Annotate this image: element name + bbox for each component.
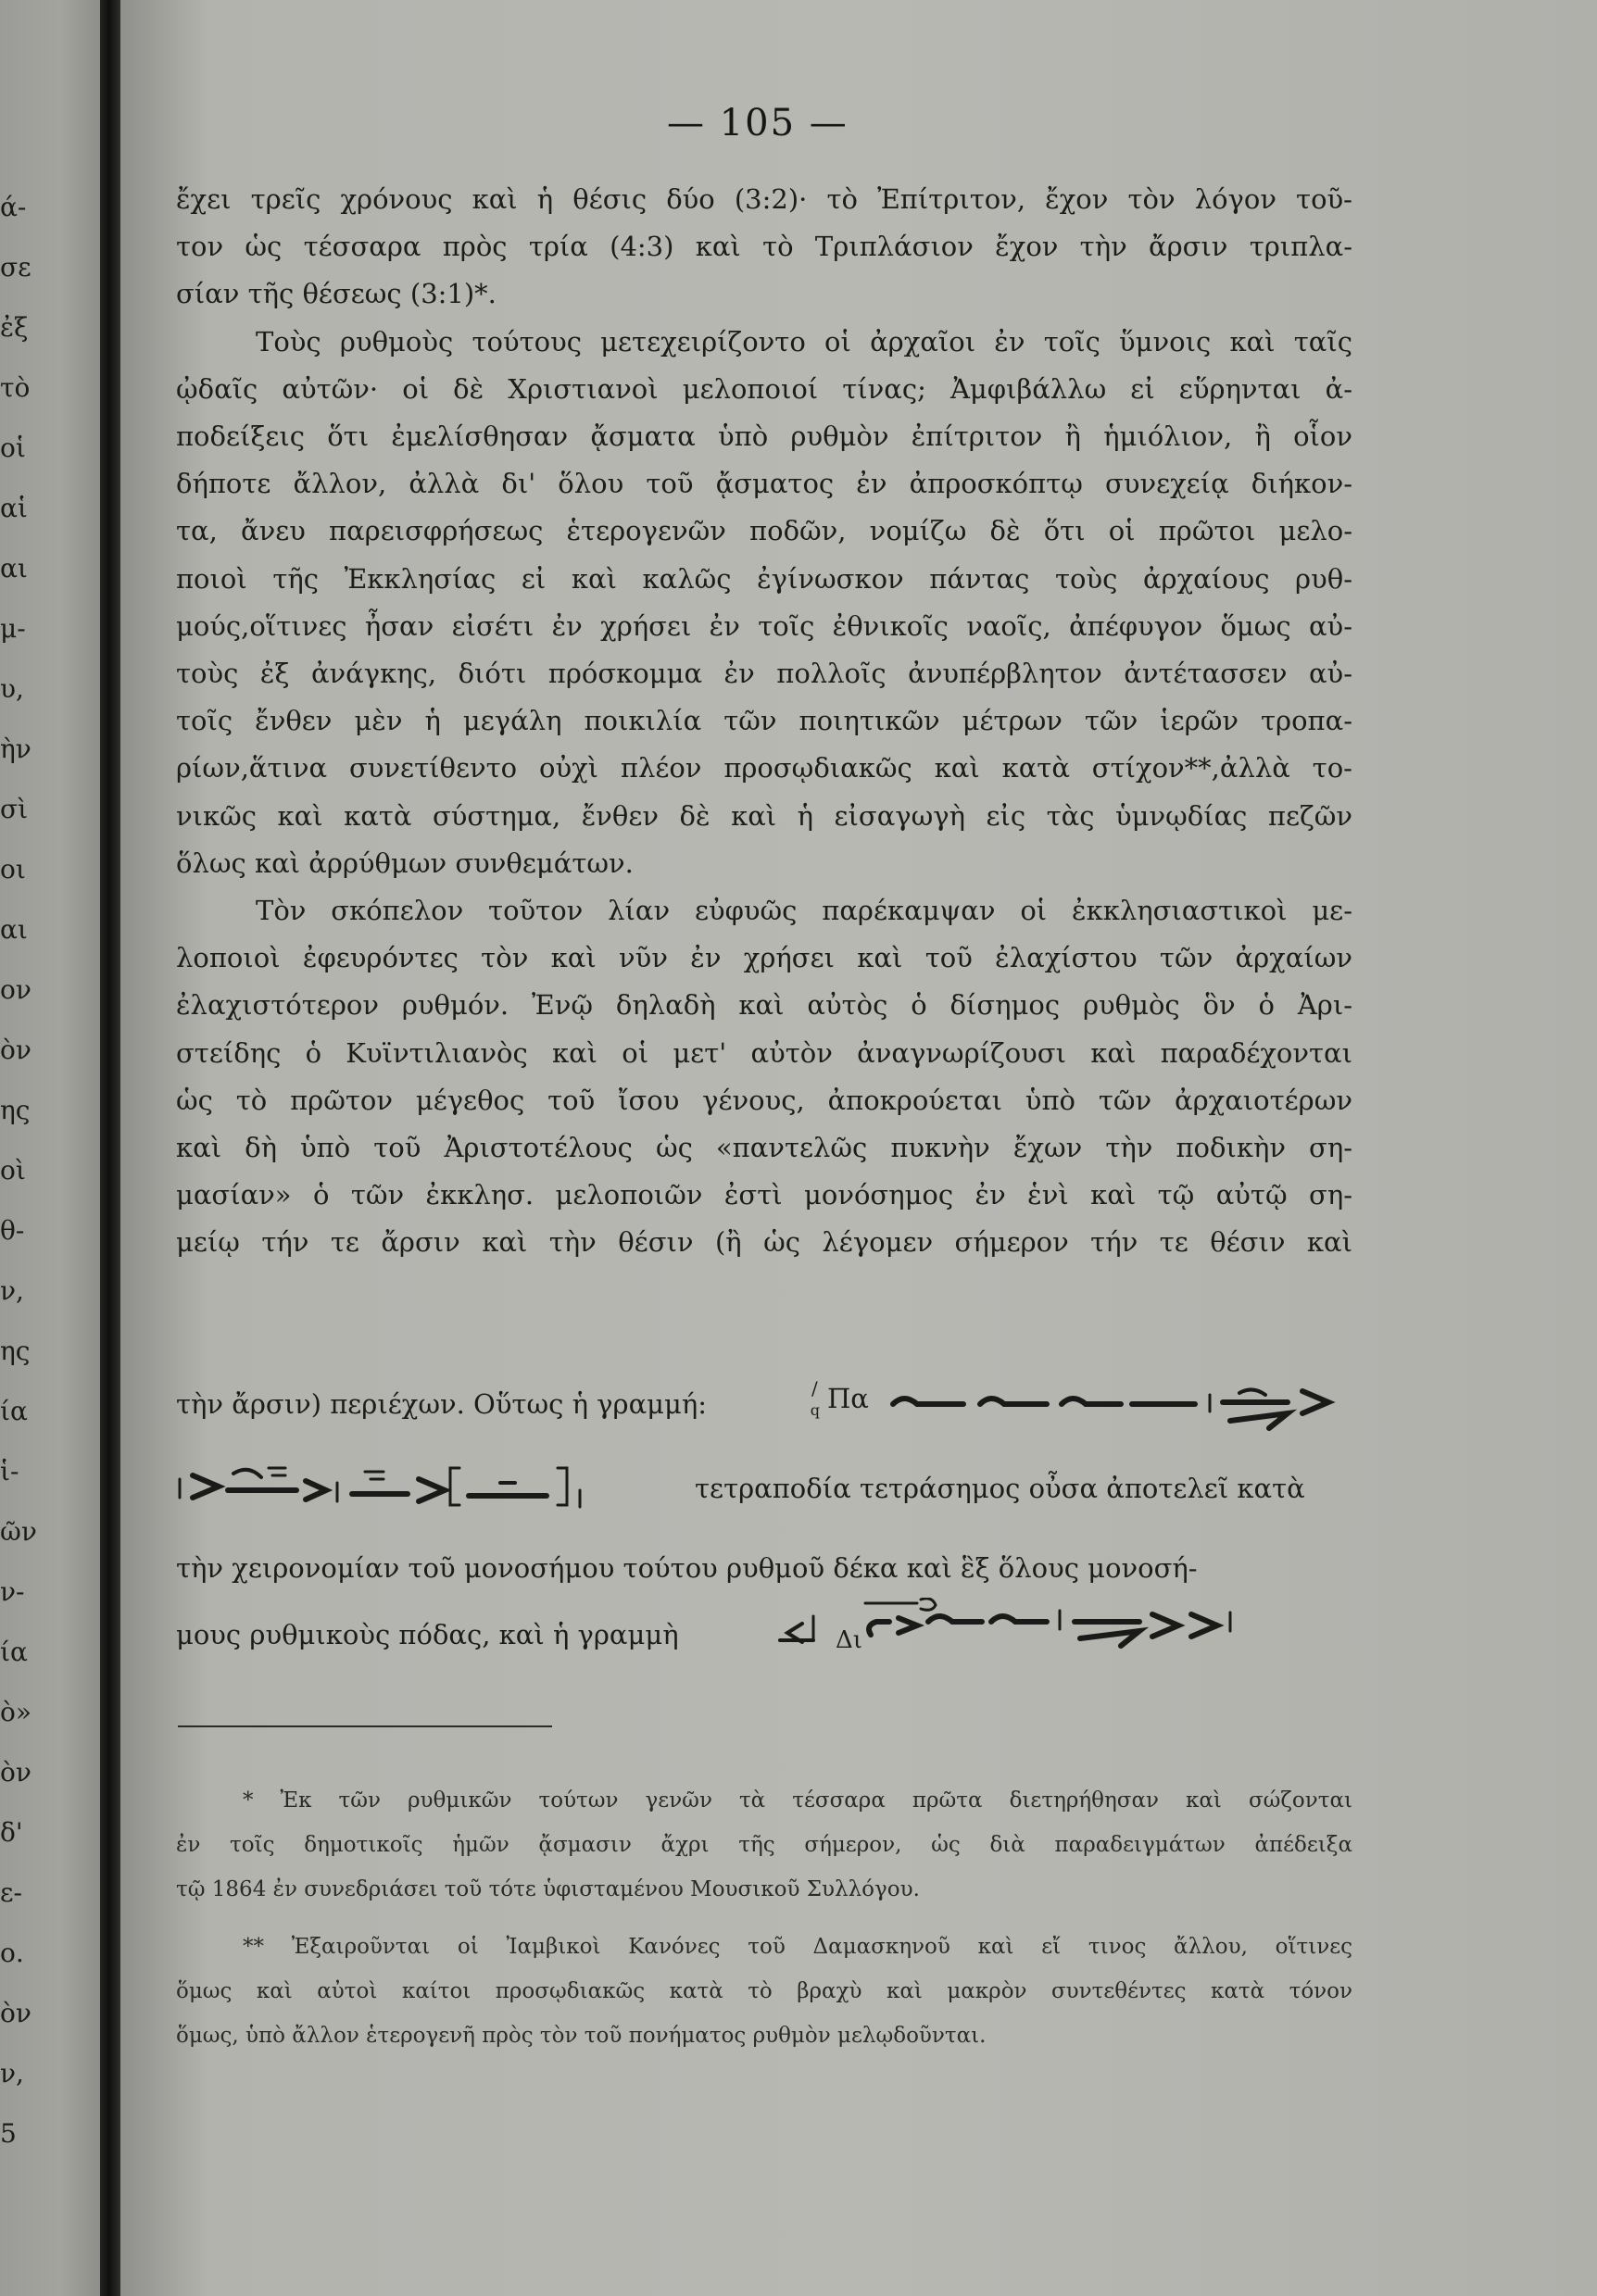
facing-page-fragment: ὸν <box>0 1999 31 2028</box>
facing-page-fragment: ης <box>0 1096 31 1125</box>
footnote-line: τῷ 1864 ἐν συνεδριάσει τοῦ τότε ὑφισταμένου Μουσικοῦ Συλλόγου. <box>176 1877 920 1901</box>
text-line: ἔχει τρεῖς χρόνους καὶ ἡ θέσις δύο (3:2)· τὸ Ἐπίτριτον, ἔχον τὸν λόγον τοῦ- <box>176 183 1352 215</box>
facing-page-fragment: ὸν <box>0 1758 31 1788</box>
facing-page-fragment: ῶν <box>0 1517 37 1547</box>
neume-sequence-1 <box>889 1384 1352 1436</box>
facing-page-fragment: ὴν <box>0 734 31 764</box>
text-line: ὡς τὸ πρῶτον μέγεθος τοῦ ἴσου γένους, ἀποκρούεται ὑπὸ τῶν ἀρχαιοτέρων <box>176 1085 1352 1116</box>
text-line: δήποτε ἄλλον, ἀλλὰ δι' ὅλου τοῦ ᾄσματος ἐν ἀπροσκόπτῳ συνεχείᾳ διήκον- <box>176 468 1352 499</box>
facing-page-fragment: αἱ <box>0 494 28 523</box>
facing-page-fragment: ν, <box>0 1276 24 1306</box>
facing-page-fragment: σὶ <box>0 795 29 824</box>
neume-line-1-text: τὴν ἄρσιν) περιέχων. Οὕτως ἡ γραμμή: <box>176 1388 707 1420</box>
text-line: μούς,οἵτινες ἦσαν εἰσέτι ἐν χρήσει ἐν τοῖς ἐθνικοῖς ναοῖς, ἀπέφυγον ὅμως αὐ- <box>176 610 1352 642</box>
facing-page-fragment: ν, <box>0 2059 24 2089</box>
facing-page-fragment: δ' <box>0 1818 23 1848</box>
facing-page-fragment: ία <box>0 1637 28 1667</box>
footnote-line: ὅμως καὶ αὐτοὶ καίτοι προσῳδιακῶς κατὰ τὸ βραχὺ καὶ μακρὸν συντεθέντες κατὰ τόνον <box>176 1979 1352 2003</box>
facing-page-fragment: ὸν <box>0 1035 31 1065</box>
facing-page-fragment: τὸ <box>0 373 31 403</box>
text-line: ποιοὶ τῆς Ἐκκλησίας εἰ καὶ καλῶς ἐγίνωσκον πάντας τοὺς ἀρχαίους ρυθ- <box>176 563 1352 595</box>
text-line: στείδης ὁ Κυϊντιλιανὸς καὶ οἱ μετ' αὐτὸν ἀναγνωρίζουσι καὶ παραδέχονται <box>176 1037 1352 1069</box>
text-line: μείῳ τήν τε ἄρσιν καὶ τὴν θέσιν (ἢ ὡς λέγομεν σήμερον τήν τε θέσιν καὶ <box>176 1226 1352 1258</box>
facing-page-fragment: μ- <box>0 614 26 644</box>
facing-page-fragment: οἱ <box>0 433 26 463</box>
facing-page-fragment: ἱ- <box>0 1457 19 1487</box>
text-line: ὅλως καὶ ἀρρύθμων συνθεμάτων. <box>176 847 634 879</box>
neume-line-2 <box>176 1459 1352 1514</box>
facing-page-fragment: ον <box>0 975 31 1005</box>
facing-page-fragment: ἐξ <box>0 313 29 343</box>
facing-page-fragment: ο. <box>0 1938 24 1968</box>
text-line: Τοὺς ρυθμοὺς τούτους μετεχειρίζοντο οἱ ἀρχαῖοι ἐν τοῖς ὕμνοις καὶ ταῖς <box>256 326 1352 358</box>
text-line: καὶ δὴ ὑπὸ τοῦ Ἀριστοτέλους ὡς «παντελῶς πυκνὴν ἔχων τὴν ποδικὴν ση- <box>176 1132 1352 1163</box>
page-number: — 105 — <box>667 102 849 144</box>
text-line: ἐλαχιστότερον ρυθμόν. Ἐνῷ δηλαδὴ καὶ αὐτὸς ὁ δίσημος ρυθμὸς ὃν ὁ Ἀρι- <box>176 989 1352 1021</box>
text-line: τὴν χειρονομίαν τοῦ μονοσήμου τούτου ρυθμοῦ δέκα καὶ ἓξ ὅλους μονοσή- <box>176 1552 1198 1584</box>
neume-sequence-4a <box>776 1603 832 1655</box>
neume-line-1 <box>176 1377 1352 1436</box>
text-line: τα, ἄνευ παρεισφρήσεως ἑτερογενῶν ποδῶν, νομίζω δὲ ὅτι οἱ πρῶτοι μελο- <box>176 515 1352 546</box>
facing-page-fragment: υ, <box>0 674 24 704</box>
text-line: ᾠδαῖς αὐτῶν· οἱ δὲ Χριστιανοὶ μελοποιοί τίνας; Ἀμφιβάλλω εἰ εὕρηνται ἀ- <box>176 373 1352 405</box>
footnote-line: ὅμως, ὑπὸ ἄλλον ἑτερογενῆ πρὸς τὸν τοῦ πονήματος ρυθμὸν μελῳδοῦνται. <box>176 2024 987 2048</box>
text-line: λοποιοὶ ἐφευρόντες τὸν καὶ νῦν ἐν χρήσει καὶ τοῦ ἐλαχίστου τῶν ἀρχαίων <box>176 942 1352 973</box>
martyria-pa: /$_q$ Πα <box>810 1377 869 1419</box>
footnote-line: ** Ἐξαιροῦνται οἱ Ἰαμβικοὶ Κανόνες τοῦ Δαμασκηνοῦ καὶ εἴ τινος ἄλλου, οἵτινες <box>243 1935 1352 1959</box>
facing-page-edge <box>0 0 100 2296</box>
text-line: ρίων,ἅτινα συνετίθεντο οὐχὶ πλέον προσῳδιακῶς καὶ κατὰ στίχον**,ἀλλὰ το- <box>176 752 1352 784</box>
text-line: τον ὡς τέσσαρα πρὸς τρία (4:3) καὶ τὸ Τριπλάσιον ἔχον τὴν ἄρσιν τριπλα- <box>176 231 1352 262</box>
facing-page-fragment: 5 <box>0 2119 17 2149</box>
book-gutter <box>100 0 120 2296</box>
text-line: ποδείξεις ὅτι ἐμελίσθησαν ᾄσματα ὑπὸ ρυθμὸν ἐπίτριτον ἢ ἡμιόλιον, ἢ οἷον <box>176 420 1352 452</box>
facing-page-fragment: οὶ <box>0 1156 26 1186</box>
facing-page-fragment: ης <box>0 1336 31 1366</box>
neume-line-4-text: μους ρυθμικοὺς πόδας, καὶ ἡ γραμμὴ <box>176 1619 679 1650</box>
neume-sequence-2 <box>176 1459 676 1511</box>
text-line: τοῖς ἔνθεν μὲν ἡ μεγάλη ποικιλία τῶν ποιητικῶν μέτρων τῶν ἱερῶν τροπα- <box>176 705 1352 736</box>
text-line: τοὺς ἐξ ἀνάγκης, διότι πρόσκομμα ἐν πολλοῖς ἀνυπέρβλητον ἀντέτασσεν αὐ- <box>176 658 1352 689</box>
facing-page-fragment: ν- <box>0 1577 25 1607</box>
facing-page-fragment: αι <box>0 915 28 945</box>
facing-page-fragment: οι <box>0 855 26 885</box>
neume-line-4 <box>176 1598 1352 1653</box>
footnote-line: ἐν τοῖς δημοτικοῖς ἡμῶν ᾄσμασιν ἄχρι τῆς σήμερον, ὡς διὰ παραδειγμάτων ἀπέδειξα <box>176 1833 1352 1857</box>
facing-page-fragment: ε- <box>0 1878 22 1908</box>
text-line: νικῶς καὶ κατὰ σύστημα, ἔνθεν δὲ καὶ ἡ εἰσαγωγὴ εἰς τὰς ὑμνῳδίας πεζῶν <box>176 800 1352 832</box>
neume-line-2-text: τετραποδία τετράσημος οὖσα ἀποτελεῖ κατὰ <box>695 1473 1305 1504</box>
facing-page-fragment: θ- <box>0 1216 25 1246</box>
facing-page-fragment: σε <box>0 253 31 282</box>
facing-page-fragment: αι <box>0 554 28 583</box>
text-line: σίαν τῆς θέσεως (3:1)*. <box>176 278 497 309</box>
text-line: μασίαν» ὁ τῶν ἐκκλησ. μελοποιῶν ἐστὶ μονόσημος ἐν ἑνὶ καὶ τῷ αὐτῷ ση- <box>176 1179 1352 1211</box>
martyria-di: Δι <box>836 1626 862 1654</box>
text-line: Τὸν σκόπελον τοῦτον λίαν εὐφυῶς παρέκαμψαν οἱ ἐκκλησιαστικοὶ με- <box>256 895 1352 926</box>
footnote-line: * Ἐκ τῶν ρυθμικῶν τούτων γενῶν τὰ τέσσαρα πρῶτα διετηρήθησαν καὶ σώζονται <box>243 1788 1352 1813</box>
neume-sequence-4b <box>861 1598 1343 1653</box>
facing-page-fragment: ά- <box>0 193 27 222</box>
facing-page-fragment: ία <box>0 1397 28 1426</box>
facing-page-fragment: ὸ» <box>0 1698 31 1727</box>
footnote-rule <box>178 1725 552 1727</box>
